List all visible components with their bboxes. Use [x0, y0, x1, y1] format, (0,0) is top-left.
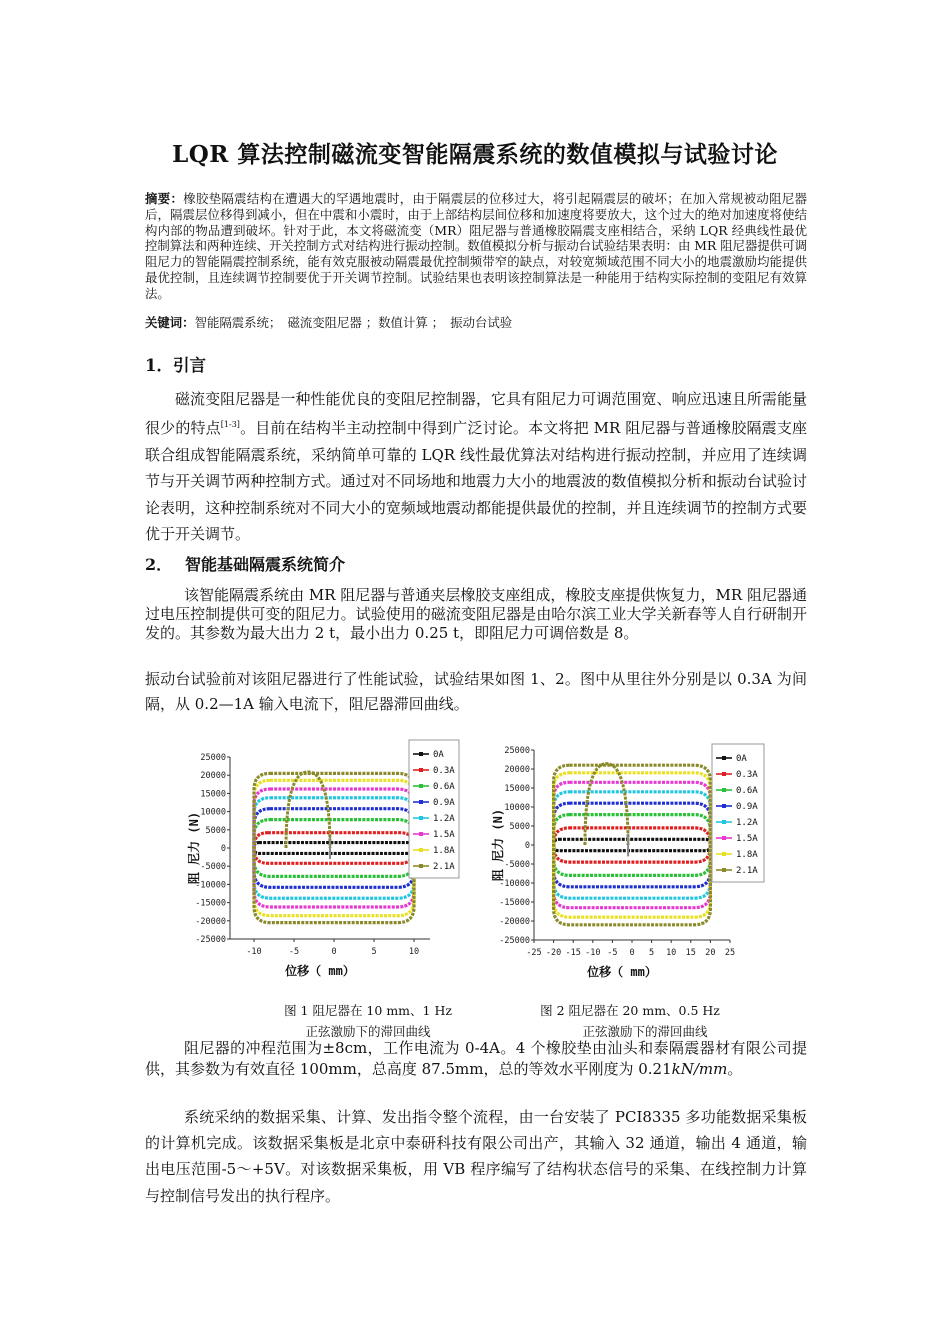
legend-swatch-marker — [419, 800, 423, 804]
y-tick-label: -20000 — [195, 916, 226, 927]
hysteresis-loop — [254, 773, 414, 922]
x-tick-label: -20 — [545, 948, 562, 958]
paper-title: LQR 算法控制磁流变智能隔震系统的数值模拟与试验讨论 — [172, 141, 778, 168]
legend-swatch-marker — [419, 816, 423, 820]
section-1-paragraph — [145, 386, 807, 547]
y-tick-label: 25000 — [504, 746, 530, 756]
section-2-title: 智能基础隔震系统简介 — [185, 555, 346, 574]
x-tick-label: 20 — [705, 948, 716, 958]
abstract-text: 橡胶垫隔震结构在遭遇大的罕遇地震时，由于隔震层的位移过大，将引起隔震层的破坏；在加入常规被动阻尼器后，隔震层位移得到减小，但在中震和小震时，由于上部结构层间位移和加速度将要放大，这个过大的绝对加速度将使结构内部的物品遭到破坏。针对于此，本文将磁流变（MR）阻尼器与普通橡胶隔震支座相结合，采纳 LQR 经典线性最优控制算法和两种连续、开关控制方式对结构进行振动控制。数值模拟分析与振动台试验结果表明：由 MR 阻尼器提供可调阻尼力的智能隔震控制系统，能有效克服被动隔震最优控制频带窄的缺点，对较宽频域范围不同大小的地震激励均能提供最优控制，且连续调节控制要优于开关调节控制。试验结果也表明该控制算法是一种能用于结构实际控制的变阻尼有效算法。 — [145, 191, 808, 301]
section-2-paragraph-4: 系统采纳的数据采集、计算、发出指令整个流程，由一台安装了 PCI8335 多功能数据采集板的计算机完成。该数据采集板是北京中泰研科技有限公司出产，其输入 32 通道，输出 4 通道，输出电压范围-5～+5V。对该数据采集板，用 VB 程序编写了结构状态信号的采集、在线控制力计算与控制信号发出的执行程序。 — [145, 1108, 807, 1205]
hysteresis-loop — [254, 820, 414, 877]
hysteresis-loop — [254, 789, 414, 907]
legend-label: 1.8A — [433, 846, 455, 856]
keywords-text: 智能隔震系统； 磁流变阻尼器 ；数值计算 ； 振动台试验 — [194, 315, 513, 330]
x-tick-label: 25 — [724, 948, 736, 958]
legend-swatch-marker — [722, 772, 726, 776]
hysteresis-loop — [254, 833, 414, 864]
damper-params-end: 。 — [727, 1060, 743, 1078]
hysteresis-loop — [554, 773, 711, 917]
section-2-paragraph-2: 振动台试验前对该阻尼器进行了性能试验，试验结果如图 1、2。图中从里往外分别是以 0.3A 为间隔，从 0.2—1A 输入电流下，阻尼器滞回曲线。 — [145, 670, 807, 713]
x-tick-label: 5 — [649, 948, 655, 958]
hysteresis-loop — [554, 828, 711, 862]
legend-label: 0A — [433, 750, 444, 760]
section-2-heading — [145, 552, 345, 575]
y-axis-label: 阻 尼力 (N) — [187, 811, 201, 885]
keywords — [145, 313, 807, 331]
x-tick-label: -10 — [246, 947, 262, 957]
hysteresis-loop — [554, 782, 711, 907]
legend-label: 1.2A — [736, 818, 758, 828]
y-tick-label: 5000 — [205, 825, 226, 836]
abstract — [145, 191, 807, 302]
legend-swatch-marker — [722, 788, 726, 792]
section-2-number: 2． — [145, 555, 173, 574]
legend-swatch-marker — [722, 756, 726, 760]
x-tick-label: -15 — [565, 948, 581, 958]
y-tick-label: 5000 — [509, 822, 530, 832]
y-tick-label: -15000 — [499, 898, 530, 908]
y-tick-label: -25000 — [195, 935, 226, 945]
legend-label: 2.1A — [736, 866, 758, 876]
legend-label: 0.9A — [736, 802, 758, 812]
y-tick-label: -10000 — [499, 879, 530, 889]
intro-text-b: 。目前在结构半主动控制中得到广泛讨论。本文将把 MR 阻尼器与普通橡胶隔震支座联合组成智能隔震系统，采纳简单可靠的 LQR 线性最优算法对结构进行振动控制，并应用了连续调节与开关调节两种控制方式。通过对不同场地和地震力大小的地震波的数值模拟分析和振动台试验讨论表明，这种控制系统对不同大小的宽频域地震动都能提供最优的控制，并且连续调节的控制方式要优于开关调节。 — [145, 419, 807, 544]
legend-swatch-marker — [722, 820, 726, 824]
stiffness-unit: kN/mm — [671, 1060, 728, 1078]
hysteresis-loop — [554, 839, 711, 850]
legend-label: 1.5A — [736, 834, 758, 844]
y-tick-label: 0 — [524, 841, 530, 851]
legend-swatch-marker — [419, 752, 423, 756]
keywords-label: 关键词： — [145, 315, 195, 330]
section-2-paragraph-1: 该智能隔震系统由 MR 阻尼器与普通夹层橡胶支座组成，橡胶支座提供恢复力，MR 阻尼器通过电压控制提供可变的阻尼力。试验使用的磁流变阻尼器是由哈尔滨工业大学关新春等人自行研制开发的。其参数为最大出力 2 t，最小出力 0.25 t，即阻尼力可调倍数是 8。 — [145, 586, 807, 642]
x-tick-label: 5 — [371, 947, 377, 957]
figure-1-caption-line-1: 图 1 阻尼器在 10 mm、1 Hz — [284, 1003, 452, 1018]
hysteresis-loop — [254, 843, 414, 854]
legend-label: 0A — [736, 754, 747, 764]
y-tick-label: 20000 — [200, 771, 226, 782]
legend-swatch-marker — [722, 836, 726, 840]
x-tick-label: -5 — [288, 947, 300, 957]
legend-label: 1.5A — [433, 830, 455, 840]
legend-label: 0.9A — [433, 798, 455, 808]
y-tick-label: -15000 — [195, 898, 226, 909]
legend-swatch-marker — [722, 868, 726, 872]
figure-2-caption-line-2: 正弦激励下的滞回曲线 — [582, 1024, 708, 1039]
hysteresis-loop — [254, 798, 414, 898]
x-tick-label: -25 — [526, 948, 542, 958]
legend-swatch-marker — [722, 804, 726, 808]
x-tick-label: 0 — [629, 948, 635, 958]
y-tick-label: 25000 — [200, 753, 226, 763]
y-axis-label: 阻 尼力 (N) — [491, 808, 505, 882]
y-tick-label: 10000 — [504, 803, 530, 813]
x-tick-label: 10 — [408, 947, 420, 957]
hysteresis-loop — [554, 792, 711, 898]
legend-label: 2.1A — [433, 862, 455, 872]
figure-2-svg — [484, 740, 784, 980]
x-tick-label: 0 — [331, 947, 337, 957]
y-tick-label: 20000 — [504, 765, 530, 775]
y-tick-label: -10000 — [195, 880, 226, 891]
y-tick-label: -5000 — [200, 862, 226, 873]
x-axis-label: 位移（ mm） — [285, 964, 355, 978]
y-tick-label: 15000 — [200, 789, 226, 800]
legend-swatch-marker — [419, 768, 423, 772]
y-tick-label: 0 — [220, 844, 226, 854]
legend-swatch-marker — [419, 864, 423, 868]
abstract-label: 摘要： — [145, 191, 184, 206]
y-tick-label: -25000 — [499, 936, 530, 946]
figure-2-chart — [484, 740, 784, 984]
figure-2-caption-line-1: 图 2 阻尼器在 20 mm、0.5 Hz — [540, 1003, 720, 1018]
legend-label: 0.3A — [433, 766, 455, 776]
figure-1-chart — [187, 740, 480, 984]
x-tick-label: -10 — [585, 948, 601, 958]
legend-label: 0.3A — [736, 770, 758, 780]
hysteresis-loop — [554, 765, 711, 925]
figure-1-caption-line-2: 正弦激励下的滞回曲线 — [305, 1024, 431, 1039]
hysteresis-loop — [554, 815, 711, 876]
legend-swatch-marker — [419, 848, 423, 852]
x-tick-label: 10 — [666, 948, 677, 958]
section-1-heading: 1．引言 — [145, 356, 206, 375]
legend-label: 0.6A — [433, 782, 455, 792]
y-tick-label: 15000 — [504, 784, 530, 794]
legend-box — [712, 744, 764, 882]
figure-1-svg — [187, 740, 480, 980]
hysteresis-loop — [254, 780, 414, 915]
legend-label: 0.6A — [736, 786, 758, 796]
y-tick-label: 10000 — [200, 807, 226, 818]
y-tick-label: -5000 — [504, 860, 530, 870]
x-axis-label: 位移（ mm） — [587, 965, 657, 979]
legend-label: 1.2A — [433, 814, 455, 824]
legend-swatch-marker — [419, 832, 423, 836]
citation-ref: [1-3] — [220, 420, 240, 430]
x-tick-label: -5 — [607, 948, 618, 958]
y-tick-label: -20000 — [499, 917, 530, 927]
legend-swatch-marker — [722, 852, 726, 856]
legend-box — [409, 740, 459, 878]
legend-swatch-marker — [419, 784, 423, 788]
legend-label: 1.8A — [736, 850, 758, 860]
damper-params-text: 阻尼器的冲程范围为±8cm，工作电流为 0-4A。4 个橡胶垫由汕头和泰隔震器材有限公司提供，其参数为有效直径 100mm，总高度 87.5mm，总的等效水平刚度为 0.21 — [145, 1039, 807, 1078]
section-2-paragraph-3 — [145, 1038, 807, 1080]
x-tick-label: 15 — [685, 948, 696, 958]
intro-text-a: 磁流变阻尼器是一种性能优良的变阻尼控制器，它具有阻尼力可调范围宽、响应迅速且所需能量很少的特点 — [145, 390, 807, 438]
